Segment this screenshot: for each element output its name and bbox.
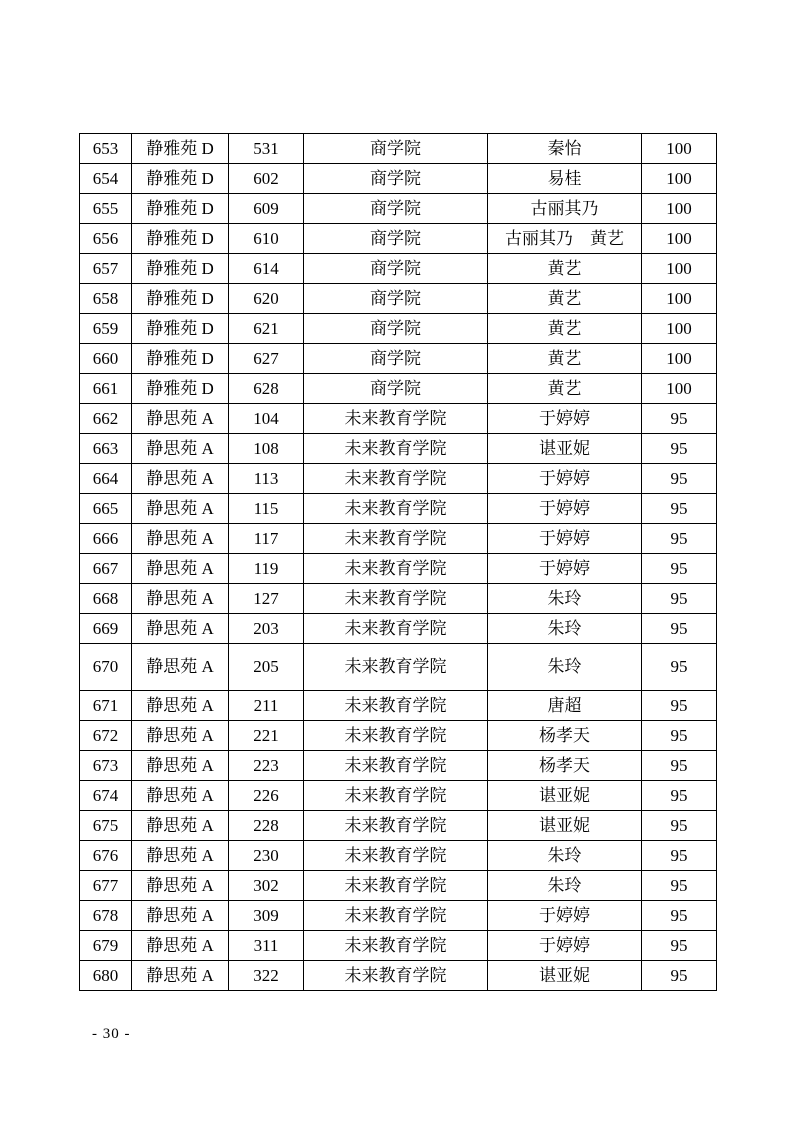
college-cell: 未来教育学院 [304, 721, 488, 751]
teacher-cell: 古丽其乃 [488, 194, 642, 224]
teacher-cell: 于婷婷 [488, 524, 642, 554]
building-cell: 静思苑 A [132, 404, 229, 434]
college-cell: 商学院 [304, 284, 488, 314]
row-number-cell: 659 [80, 314, 132, 344]
teacher-cell: 黄艺 [488, 344, 642, 374]
building-cell: 静雅苑 D [132, 194, 229, 224]
score-cell: 95 [642, 961, 717, 991]
table-row [80, 524, 717, 554]
room-cell: 203 [229, 614, 304, 644]
building-cell: 静雅苑 D [132, 344, 229, 374]
row-number-cell: 673 [80, 751, 132, 781]
room-cell: 309 [229, 901, 304, 931]
score-cell: 95 [642, 584, 717, 614]
dormitory-score-table-container [79, 133, 716, 991]
teacher-cell: 谌亚妮 [488, 811, 642, 841]
table-row [80, 164, 717, 194]
building-cell: 静思苑 A [132, 781, 229, 811]
college-cell: 未来教育学院 [304, 644, 488, 691]
teacher-cell: 黄艺 [488, 374, 642, 404]
score-cell: 95 [642, 751, 717, 781]
teacher-cell: 于婷婷 [488, 404, 642, 434]
room-cell: 311 [229, 931, 304, 961]
college-cell: 未来教育学院 [304, 434, 488, 464]
score-cell: 95 [642, 614, 717, 644]
table-row [80, 644, 717, 691]
page-number: - 30 - [92, 1026, 131, 1042]
table-row [80, 614, 717, 644]
teacher-cell: 于婷婷 [488, 554, 642, 584]
teacher-cell: 谌亚妮 [488, 961, 642, 991]
row-number-cell: 664 [80, 464, 132, 494]
room-cell: 602 [229, 164, 304, 194]
dormitory-score-table [79, 133, 717, 991]
teacher-cell: 朱玲 [488, 644, 642, 691]
room-cell: 230 [229, 841, 304, 871]
row-number-cell: 666 [80, 524, 132, 554]
row-number-cell: 657 [80, 254, 132, 284]
table-row [80, 494, 717, 524]
room-cell: 115 [229, 494, 304, 524]
score-cell: 100 [642, 194, 717, 224]
room-cell: 609 [229, 194, 304, 224]
score-cell: 100 [642, 224, 717, 254]
teacher-cell: 杨孝天 [488, 751, 642, 781]
room-cell: 104 [229, 404, 304, 434]
score-cell: 95 [642, 811, 717, 841]
table-row [80, 584, 717, 614]
table-row [80, 224, 717, 254]
teacher-cell: 杨孝天 [488, 721, 642, 751]
building-cell: 静思苑 A [132, 751, 229, 781]
score-cell: 100 [642, 374, 717, 404]
score-cell: 95 [642, 691, 717, 721]
score-cell: 100 [642, 284, 717, 314]
table-row [80, 284, 717, 314]
college-cell: 未来教育学院 [304, 871, 488, 901]
building-cell: 静雅苑 D [132, 224, 229, 254]
teacher-cell: 朱玲 [488, 614, 642, 644]
row-number-cell: 676 [80, 841, 132, 871]
college-cell: 未来教育学院 [304, 901, 488, 931]
row-number-cell: 672 [80, 721, 132, 751]
building-cell: 静思苑 A [132, 841, 229, 871]
teacher-cell: 黄艺 [488, 254, 642, 284]
row-number-cell: 655 [80, 194, 132, 224]
room-cell: 221 [229, 721, 304, 751]
room-cell: 627 [229, 344, 304, 374]
teacher-cell: 朱玲 [488, 871, 642, 901]
college-cell: 未来教育学院 [304, 751, 488, 781]
row-number-cell: 675 [80, 811, 132, 841]
teacher-cell: 黄艺 [488, 284, 642, 314]
building-cell: 静思苑 A [132, 584, 229, 614]
building-cell: 静雅苑 D [132, 374, 229, 404]
teacher-cell: 秦怡 [488, 134, 642, 164]
building-cell: 静思苑 A [132, 524, 229, 554]
college-cell: 未来教育学院 [304, 614, 488, 644]
college-cell: 商学院 [304, 224, 488, 254]
table-row [80, 404, 717, 434]
room-cell: 119 [229, 554, 304, 584]
score-cell: 95 [642, 434, 717, 464]
room-cell: 621 [229, 314, 304, 344]
row-number-cell: 674 [80, 781, 132, 811]
teacher-cell: 易桂 [488, 164, 642, 194]
table-row [80, 841, 717, 871]
college-cell: 未来教育学院 [304, 464, 488, 494]
room-cell: 620 [229, 284, 304, 314]
college-cell: 商学院 [304, 344, 488, 374]
room-cell: 223 [229, 751, 304, 781]
teacher-cell: 朱玲 [488, 841, 642, 871]
table-row [80, 374, 717, 404]
building-cell: 静思苑 A [132, 721, 229, 751]
building-cell: 静思苑 A [132, 434, 229, 464]
college-cell: 未来教育学院 [304, 781, 488, 811]
room-cell: 302 [229, 871, 304, 901]
table-row [80, 871, 717, 901]
building-cell: 静思苑 A [132, 961, 229, 991]
row-number-cell: 661 [80, 374, 132, 404]
college-cell: 未来教育学院 [304, 691, 488, 721]
score-cell: 95 [642, 841, 717, 871]
teacher-cell: 朱玲 [488, 584, 642, 614]
table-row [80, 254, 717, 284]
score-cell: 95 [642, 554, 717, 584]
row-number-cell: 654 [80, 164, 132, 194]
score-cell: 100 [642, 134, 717, 164]
score-cell: 95 [642, 644, 717, 691]
score-cell: 95 [642, 524, 717, 554]
table-row [80, 751, 717, 781]
score-cell: 100 [642, 164, 717, 194]
row-number-cell: 677 [80, 871, 132, 901]
table-row [80, 344, 717, 374]
college-cell: 未来教育学院 [304, 931, 488, 961]
room-cell: 113 [229, 464, 304, 494]
score-cell: 95 [642, 931, 717, 961]
room-cell: 117 [229, 524, 304, 554]
score-cell: 95 [642, 721, 717, 751]
table-row [80, 194, 717, 224]
table-row [80, 314, 717, 344]
table-row [80, 811, 717, 841]
teacher-cell: 于婷婷 [488, 931, 642, 961]
room-cell: 531 [229, 134, 304, 164]
table-row [80, 434, 717, 464]
teacher-cell: 谌亚妮 [488, 434, 642, 464]
college-cell: 未来教育学院 [304, 494, 488, 524]
score-cell: 95 [642, 404, 717, 434]
building-cell: 静雅苑 D [132, 164, 229, 194]
table-row [80, 961, 717, 991]
table-row [80, 134, 717, 164]
room-cell: 127 [229, 584, 304, 614]
score-cell: 95 [642, 494, 717, 524]
room-cell: 228 [229, 811, 304, 841]
teacher-cell: 古丽其乃 黄艺 [488, 224, 642, 254]
room-cell: 205 [229, 644, 304, 691]
college-cell: 商学院 [304, 164, 488, 194]
row-number-cell: 653 [80, 134, 132, 164]
room-cell: 610 [229, 224, 304, 254]
score-cell: 100 [642, 254, 717, 284]
table-row [80, 464, 717, 494]
college-cell: 未来教育学院 [304, 961, 488, 991]
building-cell: 静雅苑 D [132, 314, 229, 344]
building-cell: 静思苑 A [132, 901, 229, 931]
table-row [80, 931, 717, 961]
score-cell: 100 [642, 314, 717, 344]
row-number-cell: 670 [80, 644, 132, 691]
table-row [80, 901, 717, 931]
row-number-cell: 668 [80, 584, 132, 614]
college-cell: 未来教育学院 [304, 554, 488, 584]
row-number-cell: 669 [80, 614, 132, 644]
room-cell: 322 [229, 961, 304, 991]
room-cell: 614 [229, 254, 304, 284]
row-number-cell: 665 [80, 494, 132, 524]
score-cell: 95 [642, 464, 717, 494]
college-cell: 未来教育学院 [304, 524, 488, 554]
college-cell: 未来教育学院 [304, 584, 488, 614]
teacher-cell: 唐超 [488, 691, 642, 721]
teacher-cell: 于婷婷 [488, 901, 642, 931]
building-cell: 静思苑 A [132, 871, 229, 901]
score-cell: 95 [642, 901, 717, 931]
table-row [80, 721, 717, 751]
row-number-cell: 663 [80, 434, 132, 464]
building-cell: 静思苑 A [132, 494, 229, 524]
score-cell: 95 [642, 781, 717, 811]
row-number-cell: 679 [80, 931, 132, 961]
room-cell: 108 [229, 434, 304, 464]
college-cell: 商学院 [304, 314, 488, 344]
building-cell: 静雅苑 D [132, 284, 229, 314]
teacher-cell: 于婷婷 [488, 464, 642, 494]
row-number-cell: 660 [80, 344, 132, 374]
row-number-cell: 658 [80, 284, 132, 314]
college-cell: 未来教育学院 [304, 404, 488, 434]
college-cell: 商学院 [304, 374, 488, 404]
building-cell: 静雅苑 D [132, 134, 229, 164]
building-cell: 静思苑 A [132, 464, 229, 494]
teacher-cell: 于婷婷 [488, 494, 642, 524]
building-cell: 静思苑 A [132, 811, 229, 841]
building-cell: 静思苑 A [132, 614, 229, 644]
row-number-cell: 680 [80, 961, 132, 991]
table-row [80, 691, 717, 721]
row-number-cell: 678 [80, 901, 132, 931]
score-cell: 100 [642, 344, 717, 374]
row-number-cell: 671 [80, 691, 132, 721]
building-cell: 静思苑 A [132, 644, 229, 691]
building-cell: 静思苑 A [132, 931, 229, 961]
row-number-cell: 656 [80, 224, 132, 254]
college-cell: 商学院 [304, 194, 488, 224]
teacher-cell: 谌亚妮 [488, 781, 642, 811]
room-cell: 628 [229, 374, 304, 404]
building-cell: 静思苑 A [132, 691, 229, 721]
table-row [80, 554, 717, 584]
table-row [80, 781, 717, 811]
score-cell: 95 [642, 871, 717, 901]
building-cell: 静思苑 A [132, 554, 229, 584]
building-cell: 静雅苑 D [132, 254, 229, 284]
college-cell: 未来教育学院 [304, 841, 488, 871]
room-cell: 211 [229, 691, 304, 721]
college-cell: 商学院 [304, 134, 488, 164]
college-cell: 未来教育学院 [304, 811, 488, 841]
room-cell: 226 [229, 781, 304, 811]
college-cell: 商学院 [304, 254, 488, 284]
row-number-cell: 667 [80, 554, 132, 584]
teacher-cell: 黄艺 [488, 314, 642, 344]
row-number-cell: 662 [80, 404, 132, 434]
